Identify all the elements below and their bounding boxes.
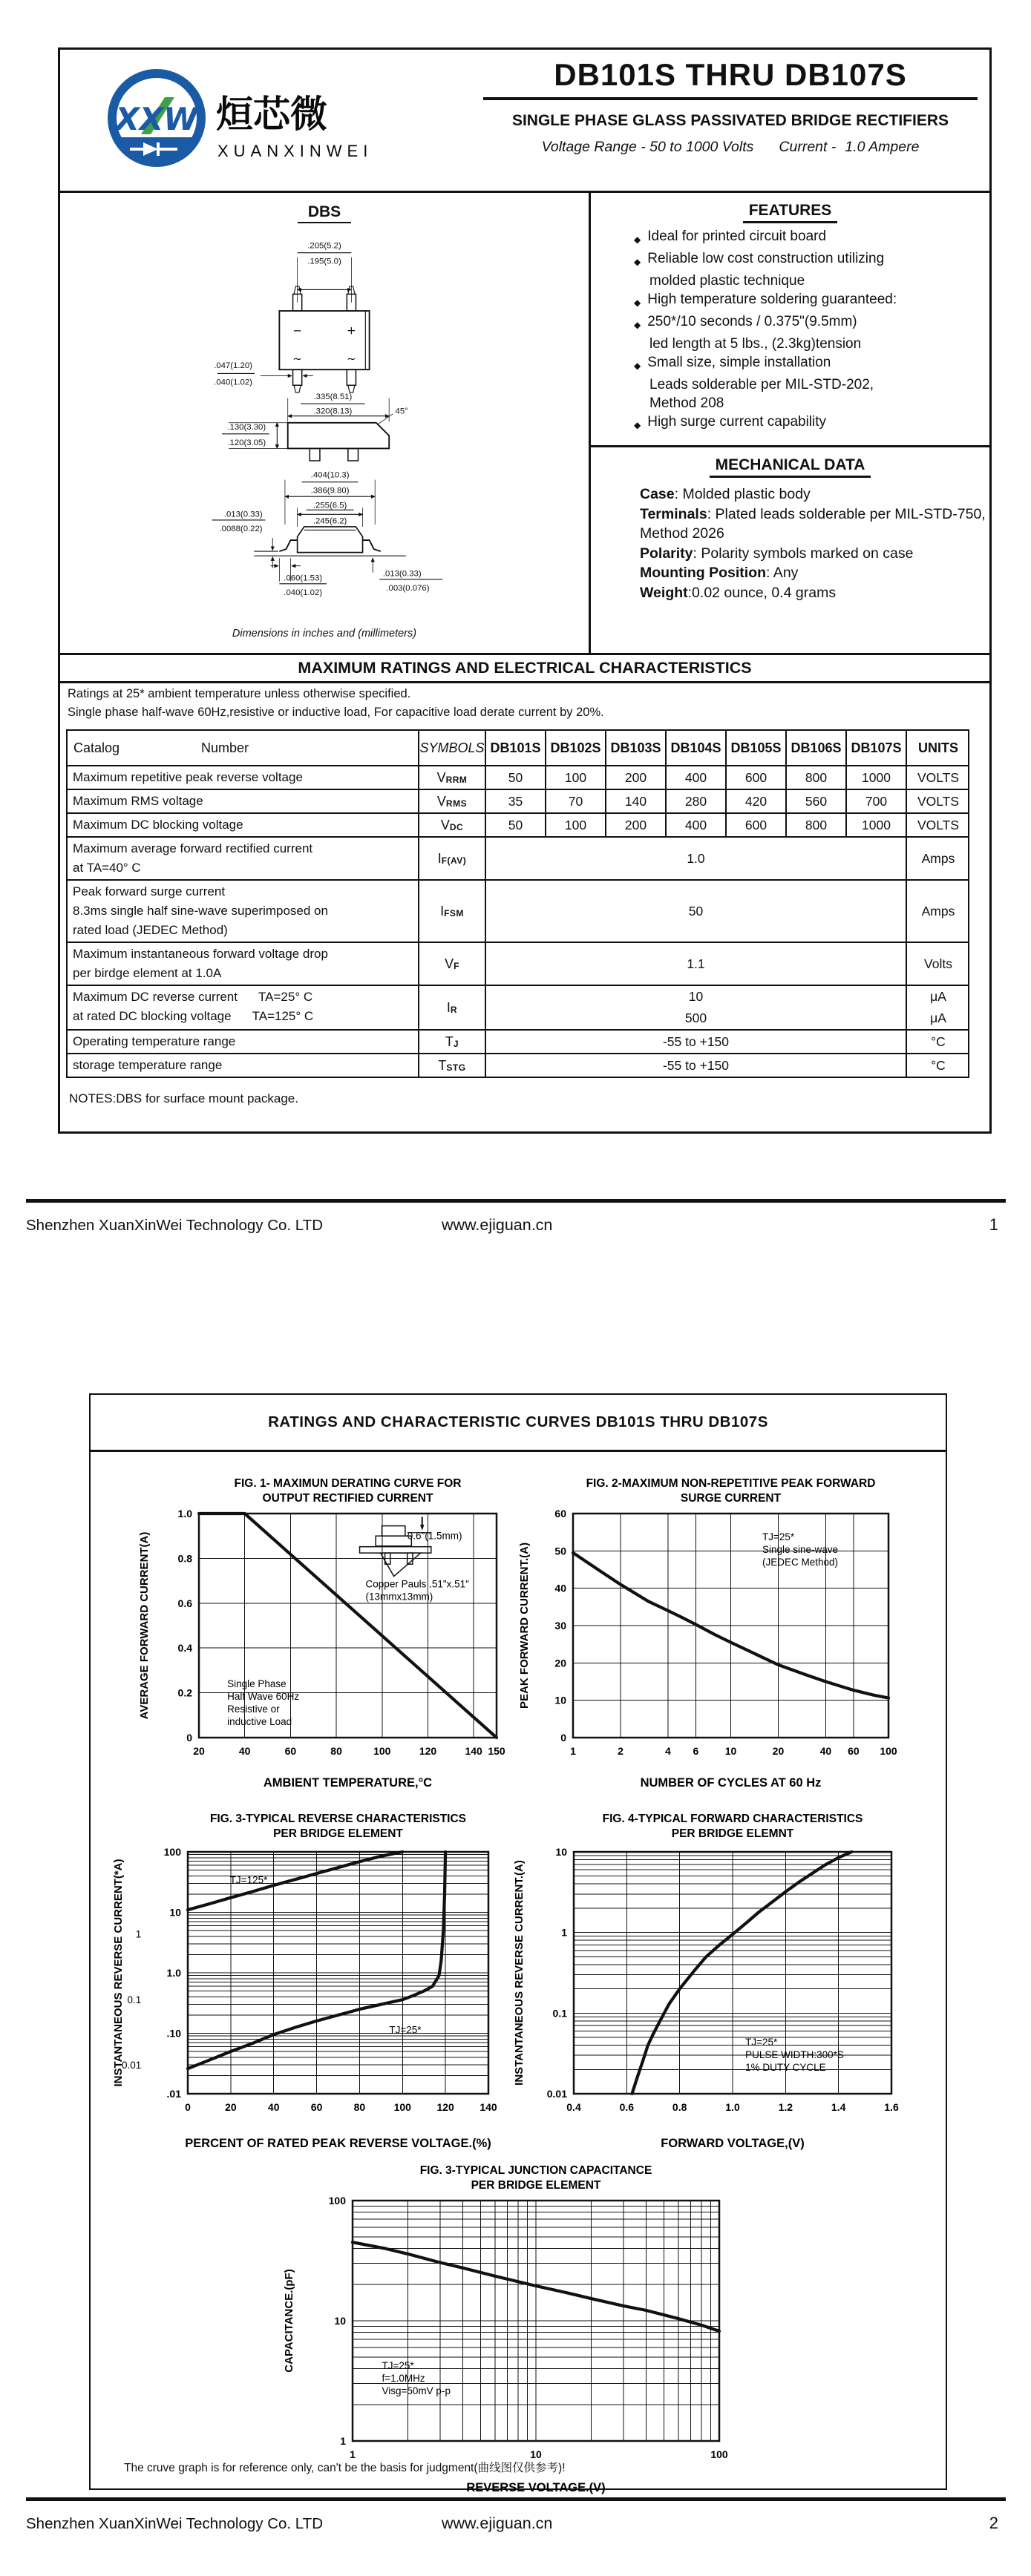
figure-title: PER BRIDGE ELEMNT xyxy=(671,1827,794,1840)
features-section xyxy=(591,193,989,447)
table-notes: NOTES:DBS for surface mount package. xyxy=(69,1091,298,1105)
symbol-cell: I R xyxy=(419,986,486,1029)
value-span-cell: 1.1 xyxy=(486,943,907,985)
feature-line: High surge current capability xyxy=(647,414,827,430)
x-tick-label: 60 xyxy=(284,1745,297,1757)
unit-cell: °C xyxy=(931,1034,946,1049)
y-tick-label: 60 xyxy=(554,1508,566,1519)
header-part: DB103S xyxy=(606,731,667,765)
logo-en-text: XUANXINWEI xyxy=(217,142,373,160)
dim-pitch-bot: .195(5.0) xyxy=(307,257,341,266)
x-tick-label: 0.6 xyxy=(619,2101,635,2113)
mech-item: Mounting Position: Any xyxy=(640,565,799,581)
param-line: Maximum RMS voltage xyxy=(73,794,203,808)
annotation: 1 xyxy=(135,1928,142,1940)
part-title: DB101S THRU DB107S xyxy=(554,57,907,92)
dim-foot-top: .060(1.53) xyxy=(284,574,323,583)
symbol-cell: T J xyxy=(419,1031,486,1053)
figure-title: SURGE CURRENT xyxy=(680,1492,782,1505)
y-tick-label: 1 xyxy=(561,1926,567,1939)
value-span-cell: 50 xyxy=(486,881,907,942)
value-cell: 140 xyxy=(606,790,667,812)
figure-title: FIG. 1- MAXIMUN DERATING CURVE FOR xyxy=(234,1477,462,1490)
table-row xyxy=(68,812,968,836)
value-cell: 70 xyxy=(546,790,606,812)
x-tick-label: 140 xyxy=(480,2101,497,2113)
unit-cell: Amps xyxy=(921,850,955,866)
dim-bodyh-top: .130(3.30) xyxy=(227,422,266,432)
feature-line: Ideal for printed circuit board xyxy=(647,229,827,244)
dim-inner-bot: .245(6.2) xyxy=(312,516,347,526)
x-tick-label: 80 xyxy=(353,2101,366,2113)
current-label: Current - xyxy=(779,139,837,155)
right-column xyxy=(591,193,989,653)
param-cell xyxy=(68,838,419,879)
y-tick-label: 40 xyxy=(554,1582,566,1594)
dim-pitch-top: .205(5.2) xyxy=(307,241,341,251)
y-tick-label: 0 xyxy=(186,1732,192,1744)
y-tick-label: 100 xyxy=(328,2195,346,2207)
title-rule xyxy=(483,97,978,100)
dim-stand-top: .013(0.33) xyxy=(223,510,263,519)
package-column xyxy=(60,193,591,653)
header-part: DB102S xyxy=(546,731,606,765)
param-cell xyxy=(68,766,419,789)
symbol-cell: V F xyxy=(419,943,486,985)
annotation: TJ=25* xyxy=(762,1531,795,1543)
value-span-cell: -55 to +150 xyxy=(486,1054,907,1077)
header-part: DB106S xyxy=(787,731,847,765)
value-cell: 50 xyxy=(486,766,546,789)
y-tick-label: 20 xyxy=(554,1657,566,1669)
dim-stand-bot: .0088(0.22) xyxy=(219,524,263,533)
footer-rule xyxy=(26,1199,1006,1203)
page1-header xyxy=(60,50,989,193)
y-tick-label: 50 xyxy=(554,1545,566,1557)
y-tick-label: 0.6 xyxy=(177,1597,192,1609)
x-tick-label: 1.0 xyxy=(725,2101,740,2113)
x-tick-label: 10 xyxy=(530,2448,542,2460)
footer-rule xyxy=(26,2497,1006,2501)
two-column-area xyxy=(60,193,989,653)
header-part: DB101S xyxy=(486,731,546,765)
x-tick-label: 6 xyxy=(693,1745,699,1757)
annotation: 0.6"(1.5mm) xyxy=(407,1530,462,1542)
y-tick-label: 10 xyxy=(169,1906,181,1919)
x-tick-label: 100 xyxy=(373,1745,391,1757)
feature-line: Small size, simple installation xyxy=(647,355,831,370)
bullet-icon: ◆ xyxy=(634,234,641,245)
feature-line: Method 208 xyxy=(649,395,724,411)
ratings-note1: Ratings at 25* ambient temperature unless otherwise specified. xyxy=(68,687,411,700)
fig4-figure xyxy=(510,1807,911,2156)
range-line xyxy=(476,139,985,156)
unit-cell: Amps xyxy=(921,903,955,919)
x-tick-label: 1.4 xyxy=(831,2101,846,2113)
ratings-title: MAXIMUM RATINGS AND ELECTRICAL CHARACTERISTICS xyxy=(60,653,989,683)
table-header-row xyxy=(68,731,968,765)
param-cell xyxy=(68,1031,419,1053)
package-caption: Dimensions in inches and (millimeters) xyxy=(232,628,417,640)
annotation: 1% DUTY CYCLE xyxy=(745,2061,826,2073)
annotation: Resistive or xyxy=(227,1703,280,1715)
y-tick-label: 0.1 xyxy=(552,2007,567,2020)
x-tick-label: 40 xyxy=(238,1745,251,1757)
dim-leadw-top: .047(1.20) xyxy=(214,361,252,370)
param-cell xyxy=(68,943,419,985)
param-line: Peak forward surge current xyxy=(73,884,226,898)
x-tick-label: 60 xyxy=(310,2101,323,2113)
dim-bodyh-bot: .120(3.05) xyxy=(227,438,266,447)
mechanical-section xyxy=(591,447,989,602)
y-tick-label: 10 xyxy=(554,1694,566,1706)
annotation: TJ=125* xyxy=(229,1874,268,1886)
y-tick-label: 0.4 xyxy=(177,1642,192,1655)
y-tick-label: 10 xyxy=(555,1846,567,1858)
mech-item: Weight:0.02 ounce, 0.4 grams xyxy=(640,584,837,601)
symbol-cell: I FSM xyxy=(419,881,486,942)
features-title: FEATURES xyxy=(591,193,989,220)
annotation: Single sine-wave xyxy=(762,1544,839,1556)
x-tick-label: 140 xyxy=(465,1745,482,1757)
bullet-icon: ◆ xyxy=(634,361,641,371)
value-cell: 800 xyxy=(787,814,847,836)
mark-plus: + xyxy=(347,323,356,338)
footer-website[interactable]: www.ejiguan.cn xyxy=(442,2514,553,2532)
value-cell: 280 xyxy=(667,790,727,812)
x-tick-label: 4 xyxy=(665,1745,671,1757)
value-line: 500 xyxy=(684,1011,707,1025)
feature-line: High temperature soldering guaranteed: xyxy=(647,292,897,307)
symbol-cell: I F(AV) xyxy=(419,838,486,879)
param-cell xyxy=(68,986,419,1029)
annotation: 0.1 xyxy=(127,1994,142,2005)
y-axis-label: AVERAGE FORWARD CURRENT(A) xyxy=(138,1531,151,1720)
feature-line: led length at 5 lbs., (2.3kg)tension xyxy=(649,336,862,352)
annotation: Single Phase xyxy=(227,1678,287,1690)
figure-title: FIG. 4-TYPICAL FORWARD CHARACTERISTICS xyxy=(602,1813,863,1825)
disclaimer: The cruve graph is for reference only, can't be the basis for judgment(曲线图仅供参考)! xyxy=(124,2462,566,2474)
table-row xyxy=(68,1053,968,1077)
y-axis-label: PEAK FORWARD CURRENT.(A) xyxy=(518,1542,531,1709)
y-tick-label: 100 xyxy=(163,1846,181,1858)
header-part: DB104S xyxy=(667,731,727,765)
header-units: UNITS xyxy=(918,740,958,755)
table-row xyxy=(68,765,968,789)
page-number: 2 xyxy=(989,2514,998,2532)
mech-item-cont: Method 2026 xyxy=(640,525,724,542)
value-cell: 600 xyxy=(727,814,787,836)
bullet-icon: ◆ xyxy=(634,257,641,267)
y-tick-label: 30 xyxy=(554,1620,566,1632)
annotation: Half Wave 60Hz xyxy=(227,1691,300,1703)
value-cell: 400 xyxy=(667,766,727,789)
x-tick-label: 100 xyxy=(393,2101,411,2113)
data-curve xyxy=(188,1852,402,1910)
y-tick-label: 1.0 xyxy=(177,1508,192,1519)
x-tick-label: 0.8 xyxy=(672,2101,687,2113)
unit-cell: VOLTS xyxy=(917,817,960,832)
fig3-figure xyxy=(109,1807,506,2156)
x-tick-label: 0.4 xyxy=(566,2101,581,2113)
x-tick-label: 1 xyxy=(350,2448,356,2460)
x-tick-label: 2 xyxy=(618,1745,623,1757)
value-cell: 400 xyxy=(667,814,727,836)
unit-cell: Volts xyxy=(924,956,952,971)
x-tick-label: 0 xyxy=(185,2101,191,2113)
unit-cell xyxy=(907,986,969,1029)
value-cell: 700 xyxy=(847,790,907,812)
logo-xxw-text: XXW xyxy=(115,101,198,137)
unit-line: μA xyxy=(930,989,946,1004)
current-value: 1.0 Ampere xyxy=(845,139,920,155)
y-axis-label: INSTANTANEOUS REVERSE CURRENT.(A) xyxy=(513,1860,526,2086)
mark-ac2: ~ xyxy=(347,352,356,366)
y-axis-label: CAPACITANCE.(pF) xyxy=(283,2269,295,2373)
bullet-icon: ◆ xyxy=(634,420,641,430)
value-line: 10 xyxy=(688,989,704,1004)
page-number: 1 xyxy=(989,1215,998,1234)
features-list xyxy=(634,227,989,435)
part-subtitle: SINGLE PHASE GLASS PASSIVATED BRIDGE RECTIFIERS xyxy=(511,112,949,129)
mechanical-title: MECHANICAL DATA xyxy=(591,447,989,474)
figure-title: PER BRIDGE ELEMENT xyxy=(471,2179,601,2192)
param-line: Maximum instantaneous forward voltage drop xyxy=(73,947,328,961)
page1-footer xyxy=(26,1215,1006,1235)
symbol-cell: V RMS xyxy=(419,790,486,812)
unit-cell: VOLTS xyxy=(917,793,960,809)
annotation: TJ=25* xyxy=(389,2024,422,2036)
logo-cn-text: 烜芯微 xyxy=(216,93,327,136)
value-span-cell: -55 to +150 xyxy=(486,1031,907,1053)
fig5-figure xyxy=(280,2159,740,2500)
fig2-chart xyxy=(515,1472,905,1795)
feature-line: molded plastic technique xyxy=(649,273,805,289)
feature-line: 250*/10 seconds / 0.375"(9.5mm) xyxy=(647,314,857,329)
figure-title: FIG. 3-TYPICAL JUNCTION CAPACITANCE xyxy=(419,2164,652,2177)
figure-title: PER BRIDGE ELEMENT xyxy=(273,1827,403,1840)
annotation: Visg=50mV p-p xyxy=(382,2385,451,2396)
dim-thk-top: .013(0.33) xyxy=(382,569,422,579)
y-tick-label: 0.01 xyxy=(546,2088,567,2100)
dim-foot-bot: .040(1.02) xyxy=(284,588,323,597)
header-part: DB107S xyxy=(847,731,907,765)
figure-title: FIG. 3-TYPICAL REVERSE CHARACTERISTICS xyxy=(209,1813,467,1825)
x-axis-label: NUMBER OF CYCLES AT 60 Hz xyxy=(640,1776,822,1790)
annotation: TJ=25* xyxy=(745,2036,778,2048)
mechanical-list xyxy=(640,484,989,602)
dim-inner-top: .255(6.5) xyxy=(312,501,347,510)
figure-title: FIG. 2-MAXIMUM NON-REPETITIVE PEAK FORWARD xyxy=(586,1477,876,1490)
dim-bodyw-bot: .320(8.13) xyxy=(313,407,353,416)
package-drawing xyxy=(150,227,499,613)
y-tick-label: 1.0 xyxy=(166,1967,181,1979)
fig5-chart xyxy=(280,2159,740,2500)
param-line: storage temperature range xyxy=(73,1058,223,1072)
dim-bodyw-top: .335(8.51) xyxy=(313,392,353,402)
param-line: per birdge element at 1.0A xyxy=(73,966,222,980)
company-logo-icon xyxy=(91,59,440,183)
fig2-figure xyxy=(515,1472,905,1795)
symbol-cell: V DC xyxy=(419,814,486,836)
value-span-cell: 1.0 xyxy=(486,838,907,879)
unit-cell: VOLTS xyxy=(917,769,960,785)
header-symbols: SYMBOLS xyxy=(419,731,486,765)
voltage-range: Voltage Range - 50 to 1000 Volts xyxy=(541,139,754,155)
x-tick-label: 120 xyxy=(419,1745,437,1757)
table-row xyxy=(68,985,968,1029)
x-axis-label: FORWARD VOLTAGE,(V) xyxy=(661,2137,805,2150)
x-tick-label: 40 xyxy=(819,1745,832,1757)
footer-website[interactable]: www.ejiguan.cn xyxy=(442,1216,553,1234)
mark-minus: − xyxy=(292,323,302,338)
fig4-chart xyxy=(510,1807,911,2156)
annotation: (13mmx13mm) xyxy=(365,1591,433,1603)
page-2 xyxy=(89,1393,947,2494)
value-span-cell xyxy=(486,986,907,1029)
x-tick-label: 80 xyxy=(330,1745,342,1757)
feature-line: Reliable low cost construction utilizing xyxy=(647,251,885,266)
value-cell: 800 xyxy=(787,766,847,789)
x-axis-label: AMBIENT TEMPERATURE,°C xyxy=(263,1776,433,1790)
page2-footer xyxy=(26,2514,1006,2533)
param-cell xyxy=(68,790,419,812)
value-cell: 50 xyxy=(486,814,546,836)
mech-item: Case: Molded plastic body xyxy=(640,486,811,502)
y-tick-label: 0.2 xyxy=(177,1686,192,1699)
dim-thk-bot: .003(0.076) xyxy=(386,583,430,593)
value-cell: 1000 xyxy=(847,814,907,836)
x-tick-label: 20 xyxy=(772,1745,785,1757)
param-cell xyxy=(68,1054,419,1077)
table-row xyxy=(68,1029,968,1053)
table-row xyxy=(68,836,968,879)
symbol-cell: V RRM xyxy=(419,766,486,789)
y-tick-label: 1 xyxy=(340,2435,346,2447)
param-line: Maximum DC reverse current TA=25° C xyxy=(73,990,313,1004)
header-catalog: Catalog Number xyxy=(68,731,419,765)
x-tick-label: 100 xyxy=(710,2448,728,2460)
x-axis-label: REVERSE VOLTAGE.(V) xyxy=(466,2481,606,2494)
x-tick-label: 120 xyxy=(436,2101,454,2113)
value-cell: 200 xyxy=(606,766,667,789)
mech-item: Terminals: Plated leads solderable per MIL-STD-750, xyxy=(640,505,986,522)
annotation: inductive Load xyxy=(227,1716,292,1728)
param-line: at TA=40° C xyxy=(73,861,141,875)
annotation: TJ=25* xyxy=(382,2359,414,2371)
figure-title: OUTPUT RECTIFIED CURRENT xyxy=(262,1492,433,1505)
curves-title: RATINGS AND CHARACTERISTIC CURVES DB101S THRU DB107S xyxy=(91,1395,946,1452)
value-cell: 560 xyxy=(787,790,847,812)
annotation: 0.01 xyxy=(121,2059,142,2071)
annotation: (JEDEC Method) xyxy=(762,1557,839,1568)
param-line: Maximum average forward rectified current xyxy=(73,841,313,855)
y-tick-label: .10 xyxy=(166,2027,181,2040)
annotation: PULSE WIDTH:300*S xyxy=(745,2048,844,2060)
param-line: at rated DC blocking voltage TA=125° C xyxy=(73,1009,314,1023)
x-tick-label: 10 xyxy=(724,1745,737,1757)
value-cell: 200 xyxy=(606,814,667,836)
bullet-icon: ◆ xyxy=(634,298,641,308)
unit-cell: °C xyxy=(931,1057,946,1073)
y-tick-label: .01 xyxy=(166,2088,181,2100)
table-row xyxy=(68,789,968,812)
param-line: rated load (JEDEC Method) xyxy=(73,923,228,937)
x-tick-label: 60 xyxy=(848,1745,860,1757)
title-block xyxy=(476,57,985,156)
package-name: DBS xyxy=(60,203,589,221)
value-cell: 1000 xyxy=(847,766,907,789)
param-cell xyxy=(68,814,419,836)
fig1-chart xyxy=(135,1472,510,1795)
param-line: 8.3ms single half sine-wave superimposed on xyxy=(73,904,328,918)
value-cell: 100 xyxy=(546,814,606,836)
table-row xyxy=(68,942,968,985)
dim-overall-bot: .386(9.80) xyxy=(310,486,350,496)
footer-company: Shenzhen XuanXinWei Technology Co. LTD xyxy=(26,1217,324,1234)
footer-company: Shenzhen XuanXinWei Technology Co. LTD xyxy=(26,2515,324,2532)
param-line: Maximum repetitive peak reverse voltage xyxy=(73,770,303,784)
mark-ac1: ~ xyxy=(292,352,302,366)
x-tick-label: 100 xyxy=(880,1745,897,1757)
fig3-chart xyxy=(109,1807,506,2156)
ratings-note2: Single phase half-wave 60Hz,resistive or inductive load, For capacitive load derate current by 20%. xyxy=(68,706,604,719)
symbol-cell: T STG xyxy=(419,1054,486,1077)
annotation: f=1.0MHz xyxy=(382,2372,425,2384)
dim-overall-top: .404(10.3) xyxy=(310,470,350,480)
ratings-table xyxy=(66,729,969,1078)
y-tick-label: 10 xyxy=(334,2315,346,2327)
header-part: DB105S xyxy=(727,731,787,765)
x-tick-label: 20 xyxy=(225,2101,237,2113)
param-line: Maximum DC blocking voltage xyxy=(73,818,243,832)
x-tick-label: 150 xyxy=(488,1745,505,1757)
value-cell: 420 xyxy=(727,790,787,812)
value-cell: 35 xyxy=(486,790,546,812)
x-tick-label: 1.6 xyxy=(884,2101,899,2113)
y-tick-label: 0 xyxy=(560,1732,566,1744)
param-line: Operating temperature range xyxy=(73,1034,236,1048)
x-tick-label: 1 xyxy=(570,1745,576,1757)
value-cell: 600 xyxy=(727,766,787,789)
x-axis-label: PERCENT OF RATED PEAK REVERSE VOLTAGE.(%) xyxy=(185,2137,491,2150)
x-tick-label: 40 xyxy=(267,2101,280,2113)
feature-line: Leads solderable per MIL-STD-202, xyxy=(649,377,874,392)
annotation: Copper Pauls .51"x.51" xyxy=(365,1578,469,1590)
dim-chamfer: 45° xyxy=(395,407,408,416)
table-row xyxy=(68,879,968,942)
mech-item: Polarity: Polarity symbols marked on case xyxy=(640,545,914,562)
value-cell: 100 xyxy=(546,766,606,789)
y-axis-label: INSTANTANEOUS REVERSE CURRENT(*A) xyxy=(112,1859,125,2087)
dim-leadw-bot: .040(1.02) xyxy=(214,378,252,387)
page-1 xyxy=(58,47,992,1134)
unit-line: μA xyxy=(930,1011,946,1025)
y-tick-label: 0.8 xyxy=(177,1552,192,1565)
param-cell xyxy=(68,881,419,942)
ratings-notes xyxy=(68,685,604,722)
x-tick-label: 20 xyxy=(193,1745,205,1757)
x-tick-label: 1.2 xyxy=(778,2101,793,2113)
fig1-figure xyxy=(135,1472,510,1795)
bullet-icon: ◆ xyxy=(634,320,641,330)
